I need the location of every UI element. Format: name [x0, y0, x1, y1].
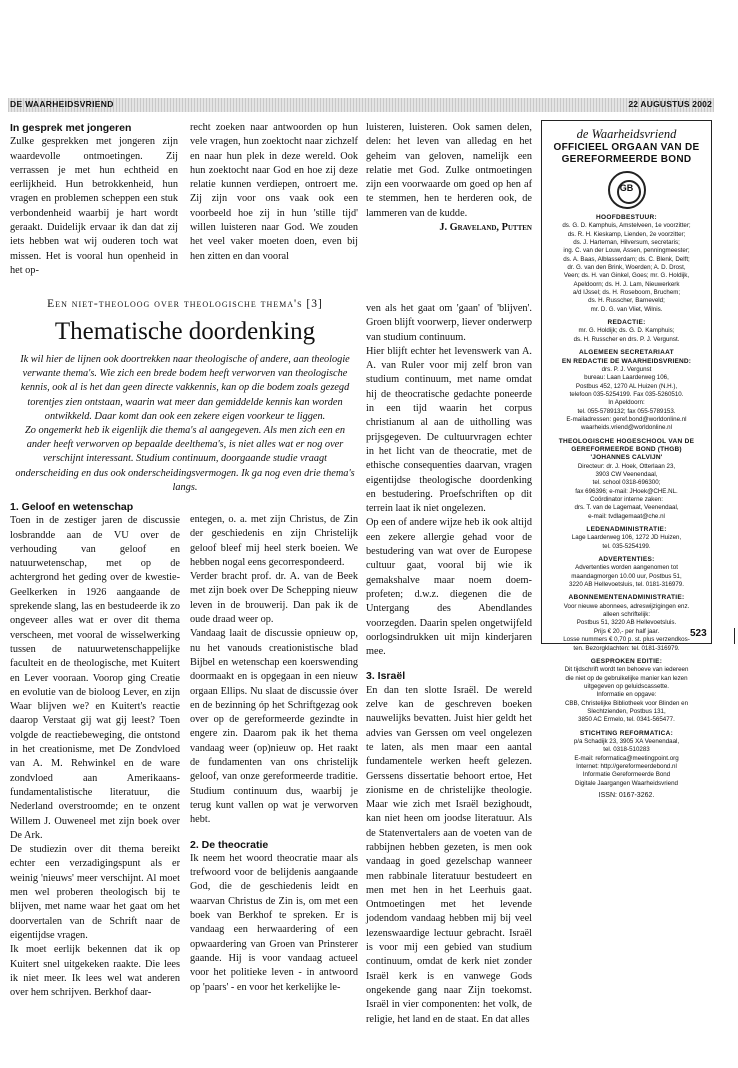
secretariaat-heading-2: EN REDACTIE DE WAARHEIDSVRIEND: [561, 357, 692, 365]
page-number: 523 [690, 628, 707, 639]
hoofdbestuur-line: ds. R. H. Kieskamp, Lienden, 2e voorzitter; [567, 230, 686, 238]
article-title: Thematische doordenking [54, 318, 316, 345]
issn-number: ISSN: 0167-3262. [598, 792, 655, 799]
column-3-paragraph-3: Op een of andere wijze heb ik ook altijd een zekere allergie gehad voor de bestudering van wat over de Europese cultuur gaat, vooral bij wie ik gemakshalve maar noem doem-profeten; d.w.z. diegenen die de Untergang des Abendlandes voorzegden. Daarin spelen ongetwijfeld oorlogsindrukken uit mijn kinderjaren mee. [366, 517, 532, 658]
redactie-line: mr. G. Holdijk; ds. G. D. Kamphuis; [578, 327, 675, 335]
abonnementen-heading: ABONNEMENTENADMINISTRATIE: [568, 594, 685, 602]
abonnementen-line: Prijs € 20,- per half jaar. [593, 627, 660, 635]
hoofdbestuur-list [542, 222, 711, 314]
column-3-paragraph-2: Hier blijft echter het levenswerk van A. A. van Ruler voor mij zelf bron van studium continuum, met name omdat hij de theocratische gedachte poneerde in een tijd waarin het corpus christianum al aan de uitholling was prijsgegeven. De cultuurvragen echter in het licht van de theocratie, met de ethische consequenties daarvan, vragen eigentijdse theologische doordenking en bestudering. Proefschriften op dit terrein laat ik niet ongelezen. [366, 345, 532, 515]
masthead-title: de Waarheidsvriend [576, 127, 677, 141]
ledenadministratie-heading: LEDENADMINISTRATIE: [586, 526, 667, 534]
abonnementen-line: alleen schriftelijk: [602, 611, 651, 619]
thgb-line: fax 696396; e-mail: JHoek@CHE.NL. [575, 487, 678, 495]
hoofdbestuur-line: ing. C. van der Louw, Assen, penningmeester; [563, 247, 690, 255]
gesproken-editie-heading: GESPROKEN EDITIE: [590, 657, 663, 665]
page-edge-mark [734, 628, 735, 644]
reformatica-website-link[interactable]: Internet: http://gereformeerdebond.nl [576, 762, 677, 770]
thgb-heading-1: THEOLOGISCHE HOGESCHOOL VAN DE [558, 437, 695, 445]
hoofdbestuur-line: Veen; ds. H. van Ginkel, Goes; mr. G. Holdijk, [563, 272, 690, 280]
abonnementen-line: Losse nummers € 0,70 p. st. plus verzendkos- [563, 636, 690, 644]
hoofdbestuur-line: ds. J. Harteman, Hilversum, secretaris; [573, 239, 680, 247]
thgb-heading-3: 'JOHANNES CALVIJN' [590, 454, 663, 462]
header-publication: DE WAARHEIDSVRIEND [10, 99, 114, 109]
gesproken-line: Informatie en opgave: [596, 691, 657, 699]
running-header [8, 98, 714, 112]
hoofdbestuur-heading: HOOFDBESTUUR: [596, 214, 657, 221]
top-text-3: luisteren, luisteren. Ook samen delen, delen: het leven van alledag en het geheim van geloven, namelijk een relatie met God. Zulke ontmoetingen zijn een voorwaarde om goed op hen af te stemmen, hen te herderen ook, de lammeren van de kudde. [366, 122, 532, 219]
thgb-line: tel. school 0318-696300; [592, 479, 661, 487]
hoofdbestuur-line: Apeldoorn; ds. H. J. Lam, Nieuwerkerk [573, 280, 680, 288]
secretariaat-email[interactable]: waarheids.vriend@worldonline.nl [581, 424, 672, 432]
top-column-1 [10, 121, 178, 276]
redactie-line: ds. H. Russcher en drs. P. J. Vergunst. [573, 335, 680, 343]
gesproken-line: CBB, Christelijke Bibliotheek voor Blinden en [564, 699, 689, 707]
gesproken-line: die niet op de gebruikelijke manier kan lezen [565, 674, 688, 682]
thgb-email[interactable]: e-mail: tvdlagemaat@che.nl [588, 512, 665, 520]
gesproken-line: 3850 AC Ermelo, tel. 0341-565477. [578, 716, 675, 724]
intro-paragraph-1: Ik wil hier de lijnen ook doortrekken naar theologische of andere, aan theologie verwante thema's. Wie zich een brede bodem heeft verworven van theologische kennis, ook al is het dan geen directe vakkennis, kan op die bodem zoals gezegd torentjes zien ontstaan, waarin wat meer dan gemiddelde kennis kan worden ontwikkeld. Daar komt dan ook een zekere eigen voorkeur te liggen. [20, 354, 350, 422]
top-column-3 [366, 121, 532, 246]
logo-letters: GB [619, 183, 634, 193]
intro-paragraph-2: Zo ongemerkt heb ik eigenlijk die thema's al aangegeven. Als men zich een en ander heeft verworven op bepaalde deelthema's, is niet alles wat er nog over verschijnt interessant. Studium continuum, doorgaande studie vraagt onderscheiding en dus ook onderscheidingsvermogen. Ik ga nog even drie thema's langs. [15, 425, 355, 493]
secretariaat-line: Postbus 452, 1270 AL Huizen (N.H.), [575, 382, 678, 390]
hoofdbestuur-line: ds. G. D. Kamphuis, Amstelveen, 1e voorzitter; [562, 222, 691, 230]
section-1-paragraph-b: De studiezin over dit thema bereikt echter een verzadigingspunt als er weinig 'nieuws' meer verschijnt. Al moet men wel proberen theologisch bij te blijven, met name waar het gaat om het doorvertalen van de Schrift naar de eigentijdse vragen. [10, 844, 180, 941]
top-text-1: Zulke gesprekken met jongeren zijn waardevolle ontmoetingen. Zij verrassen je met hun echtheid en eerlijkheid. Hun betrokkenheid, hun vragen en problemen scheppen een stuk verbondenheid waarbij je hart wordt geraakt. Duidelijk ervaar ik dan dat zij iets hebben wat wij ouderen toch wat missen. Het is vooral hun openheid in het op- [10, 136, 178, 276]
abonnementen-line: Postbus 51, 3220 AB Hellevoetsluis. [576, 619, 677, 627]
section-2-paragraph: Ik neem het woord theocratie maar als trefwoord voor de belijdenis aangaande God, die de geschiedenis leidt en waarvan Christus de Zin is, om met een boek van Berkhof te spreken. Er is vandaag een herwaardering of een opwaardering van Groen van Prinsterer gaande. Hij is voor vandaag actueel voor het politieke leven - in antwoord op 'paars' - en voor het kerkelijke le- [190, 852, 358, 993]
hoofdbestuur-line: mr. D. G. van Vliet, Wilnis. [590, 305, 663, 313]
column-2-paragraph-3: Vandaag laait de discussie opnieuw op, nu het vanouds creationistische blad Bijbel en wetenschap een koerswending doormaakt en is opgegaan in een nieuw orgaan Ellips. Nu slaat de discussie óver en de bezinning óp het Schriftgezag ook over op de gereformeerde gezindte in engere zin. Daarom pak ik het thema vandaag weer (op)nieuw op. Het raakt de fundamenten van ons christelijk geloof, van onze gereformeerde traditie. Studium continuum dus, waarbij je terug kunt vallen op wat je verworven hebt. [190, 628, 358, 826]
article-column-1 [10, 500, 180, 1055]
advertenties-line: maandagmorgen 10.00 uur, Postbus 51, [571, 572, 682, 580]
section-1-paragraph-a: Toen in de zestiger jaren de discussie losbrandde aan de VU over de verhouding van geloof en natuurwetenschap, met op de achtergrond het geding over de kwestie-Geelkerken in 1926 aangaande de sprekende slang, las en bestudeerde ik zo ongeveer alles wat er over dit thema verscheen, met vooral de wisselwerking tussen de natuurwetenschappelijke faculteit en de theologische, met Kuitert en Lever vooraan. Voorop ging Creatie en evolutie van de bioloog Lever, en zijn Waar blijven we? en Kuitert's reactie daarop Verstaat gij wat gij leest? Toen volgde de reactiebeweging, die ontstond in het creationisme, met De Zondvloed van A. M. Rehwinkel en de ware zondvloed aan Amerikaans-fundamentalistische literatuur, die Nederland overstroomde; en te onzent Willem J. Ouweneel met zijn boek over De Ark. [10, 515, 180, 841]
thgb-line: Directeur: dr. J. Hoek, Otterlaan 23, [577, 462, 676, 470]
gesproken-line: Dit tijdschrift wordt ten behoeve van iedereen [564, 666, 689, 674]
top-text-2: recht zoeken naar antwoorden op hun vele vragen, hun zoektocht naar zichzelf en naar hun plek in deze wereld. Ook hun zoektocht naar God en hoe zij deze relatie kunnen verdiepen, ontroert me. Zij zijn voor ons vaak ook een voorbeeld hoe zij in hun 'stille tijd' willen luisteren naar God. We zouden het veel vaker moeten doen, even bij hen zitten en dan vooral [190, 122, 358, 262]
section-3-heading: 3. Israël [366, 670, 406, 683]
abonnementen-line: ten. Bezorgklachten: tel. 0181-316979. [573, 644, 680, 652]
gesproken-line: uitgegeven op geluidscassette. [584, 682, 669, 690]
reformatica-line: Digitale Jaargangen Waarheidsvriend [575, 779, 678, 787]
reformatica-heading: STICHTING REFORMATICA: [579, 729, 674, 737]
colophon-box [541, 120, 712, 799]
advertenties-heading: ADVERTENTIES: [598, 556, 655, 564]
secretariaat-line: telefoon 035-5254199. Fax 035-5260510. [569, 390, 684, 398]
top-heading: In gesprek met jongeren [10, 122, 132, 134]
section-1-heading: 1. Geloof en wetenschap [10, 501, 134, 513]
thgb-line: Coördinator interne zaken: [590, 496, 663, 503]
article-kicker: Een niet-theoloog over theologische thema's [3] [47, 298, 323, 310]
thgb-line: 3903 CW Veenendaal, [595, 470, 658, 478]
section-2-heading: 2. De theocratie [190, 838, 269, 851]
section-1-paragraph-c: Ik moet eerlijk bekennen dat ik op Kuitert snel uitgekeken raakte. Die lees ik niet meer. Ik lees wel wat anderen over hem schrijven. Berkhof daar- [10, 944, 180, 999]
leden-line: Lage Laarderweg 106, 1272 JD Huizen, [571, 534, 682, 542]
column-2-paragraph-2: Verder bracht prof. dr. A. van de Beek met zijn boek over De Schepping nieuw leven in de brouwerij. Dan pak ik de oude draad weer op. [190, 571, 358, 626]
secretariaat-email[interactable]: E-mailadressen: geref.bond@worldonline.nl [566, 415, 687, 423]
column-3-paragraph-1: ven als het gaat om 'gaan' of 'blijven'. Groen blijft voorwerp, liever onderwerp van studium continuum. [366, 303, 532, 343]
secretariaat-line: tel. 055-5789132; fax 055-5789153. [577, 407, 676, 415]
reformatica-line: Informatie Gereformeerde Bond [582, 771, 671, 779]
top-signature: J. Graveland, Putten [439, 222, 532, 234]
top-column-2 [190, 121, 358, 273]
abonnementen-line: Voor nieuwe abonnees, adreswijzigingen enz. [563, 602, 690, 610]
secretariaat-line: In Apeldoorn: [608, 399, 645, 407]
article-intro [12, 353, 358, 495]
advertenties-line: Advertenties worden aangenomen tot [575, 564, 678, 572]
thgb-heading-2: GEREFORMEERDE BOND (THGB) [571, 445, 682, 453]
reformatica-line: p/a Schadijk 23, 3905 XA Veenendaal, [573, 737, 680, 745]
reformatica-line: tel. 0318-510283 [603, 746, 650, 754]
thgb-line: drs. T. van de Lagemaat, Veenendaal, [574, 504, 679, 512]
reformatica-email[interactable]: E-mail: reformatica@meetingpoint.org [574, 754, 679, 762]
hoofdbestuur-line: ds. A. Baas, Alblasserdam; ds. C. Blenk, Delft; [563, 255, 690, 263]
advertenties-line: 3220 AB Hellevoetsluis, tel. 0181-316979. [569, 581, 684, 589]
hoofdbestuur-line: ds. H. Russcher, Barneveld; [588, 297, 665, 305]
article-column-2 [190, 513, 358, 1055]
bond-logo-icon [608, 171, 646, 209]
column-2-paragraph-1: entegen, o. a. met zijn Christus, de Zin der geschiedenis en zijn Christelijk geloof bleef mij heel sterk boeien. We hebben nogal eens gecorrespondeerd. [190, 514, 358, 568]
hoofdbestuur-line: dr. G. van den Brink, Woerden; A. D. Drost, [567, 264, 686, 272]
secretariaat-line: drs. P. J. Vergunst [601, 365, 652, 373]
secretariaat-line: bureau: Laan Laarderweg 106, [584, 374, 669, 382]
masthead-subtitle-1: OFFICIEEL ORGAAN VAN DE [553, 142, 700, 153]
hoofdbestuur-line: a/d IJssel; ds. H. Roseboom, Bruchem; [572, 289, 681, 297]
masthead-subtitle-2: GEREFORMEERDE BOND [561, 154, 692, 165]
secretariaat-heading-1: ALGEMEEN SECRETARIAAT [579, 349, 674, 357]
article-column-3 [366, 302, 532, 1055]
redactie-heading: REDACTIE: [607, 319, 646, 327]
leden-line: tel. 035-5254199. [602, 542, 651, 550]
section-3-paragraph: En dan ten slotte Israël. De wereld zelve kan de geschreven boeken nauwelijks bevatten. Juist hier geldt het advies van Gerssen om veel ongelezen te laten, als men maar een aantal fundamentele werken heeft gelezen. Gerssens dissertatie behoort ertoe, Het zionisme en de christelijke theologie. Maar wie zich met Israël bezighoudt, kan niet heen om joodse literatuur. Als de Statenvertalers aan de voeten van de rabbijnen hebben gezeten, is men ook vandaag in goed gezelschap wanneer men rabbinale literatuur bestudeert en men met hen in het Leerhuis gaat. Ontmoetingen met het levende jodendom vandaag hebben mij bij veel lezenswaardige lectuur gebracht. Israël is voor mij een gebied van studium continuum, omdat de kerk niet zonder Israël kerk is en vanwege Gods ongekende gang naar Zijn toekomst. Israël in vier componenten: het volk, de religie, het land en de staat. En dat alles [366, 684, 532, 1025]
header-date: 22 AUGUSTUS 2002 [628, 99, 712, 109]
gesproken-line: Slechtzienden, Postbus 131, [587, 707, 666, 715]
